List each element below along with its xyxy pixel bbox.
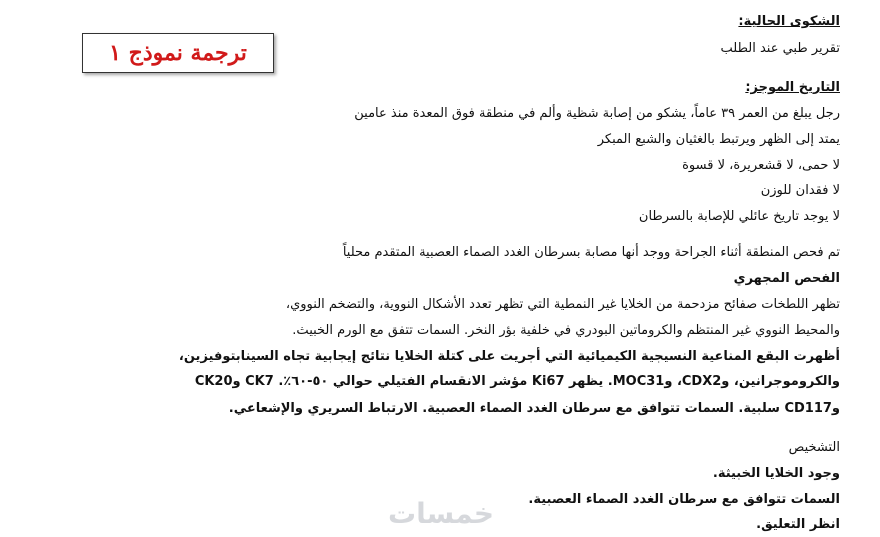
immuno-line-1: أظهرت البقع المناعية النسيجية الكيميائية التي أجريت على كتلة الخلايا نتائج إيجابية تجاه السينابتوفيزين، bbox=[178, 349, 840, 364]
immuno-line-2: والكروموجرانين، وCDX2، وMOC31. يظهر Ki67 مؤشر الانقسام الفتيلي حوالي ٥٠-٦٠٪. CK7 وCK20 bbox=[194, 374, 840, 389]
translation-sample-badge bbox=[82, 33, 274, 73]
microscopic-line: تظهر اللطخات صفائح مزدحمة من الخلايا غير النمطية التي تظهر تعدد الأشكال النووية، والتضخم النووي، bbox=[285, 297, 840, 312]
history-line: لا فقدان للوزن bbox=[760, 183, 840, 198]
diagnosis-heading: التشخيص bbox=[788, 440, 840, 455]
immuno-line-3: وCD117 سلبية. السمات تتوافق مع سرطان الغدد الصماء العصبية. الارتباط السريري والإشعاعي. bbox=[228, 401, 840, 416]
microscopic-line: والمحيط النووي غير المنتظم والكروماتين البودري في خلفية بؤر النخر. السمات تتفق مع الورم الخبيث. bbox=[292, 323, 840, 338]
history-line: يمتد إلى الظهر ويرتبط بالغثيان والشبع المبكر bbox=[597, 132, 840, 147]
history-heading: التاريخ الموجز: bbox=[745, 80, 840, 95]
history-line: لا حمى، لا قشعريرة، لا قسوة bbox=[682, 158, 840, 173]
complaints-text: تقرير طبي عند الطلب bbox=[720, 41, 840, 56]
diagnosis-line: وجود الخلايا الخبيثة. bbox=[712, 466, 840, 481]
complaints-heading: الشكوى الحالية: bbox=[738, 14, 840, 29]
diagnosis-line: انظر التعليق. bbox=[756, 517, 840, 532]
surgery-note: تم فحص المنطقة أثناء الجراحة ووجد أنها مصابة بسرطان الغدد الصماء العصبية المتقدم محلياً bbox=[342, 245, 840, 260]
badge-text: ترجمة نموذج ١ bbox=[109, 40, 247, 66]
microscopic-heading: الفحص المجهري bbox=[733, 271, 840, 286]
diagnosis-line: السمات تتوافق مع سرطان الغدد الصماء العصبية. bbox=[528, 492, 840, 507]
khamsat-watermark: خمسات bbox=[388, 497, 495, 530]
history-line: رجل يبلغ من العمر ٣٩ عاماً، يشكو من إصابة شظية وألم في منطقة فوق المعدة منذ عامين bbox=[354, 106, 840, 121]
history-line: لا يوجد تاريخ عائلي للإصابة بالسرطان bbox=[638, 209, 840, 224]
